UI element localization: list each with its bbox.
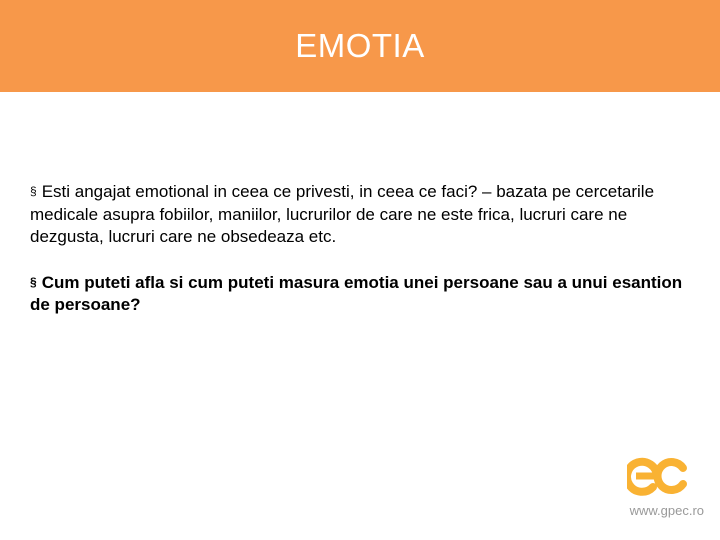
slide-content	[30, 180, 700, 339]
bullet-item	[30, 180, 700, 249]
bullet-text: Esti angajat emotional in ceea ce privesti, in ceea ce faci? – bazata pe cercetarile medicale asupra fobiilor, maniilor, lucrurilor de care ne este frica, lucruri care ne dezgusta, lucruri care ne obsedeaza etc.	[30, 182, 655, 246]
bullet-text: Cum puteti afla si cum puteti masura emotia unei persoane sau a unui esantion de persoane?	[30, 272, 683, 314]
bullet-marker: §	[30, 274, 37, 289]
bullet-item	[30, 271, 700, 317]
gpec-logo-icon	[627, 454, 689, 498]
footer-url: www.gpec.ro	[629, 503, 704, 518]
slide-title: EMOTIA	[295, 27, 425, 64]
bullet-marker: §	[30, 184, 37, 198]
